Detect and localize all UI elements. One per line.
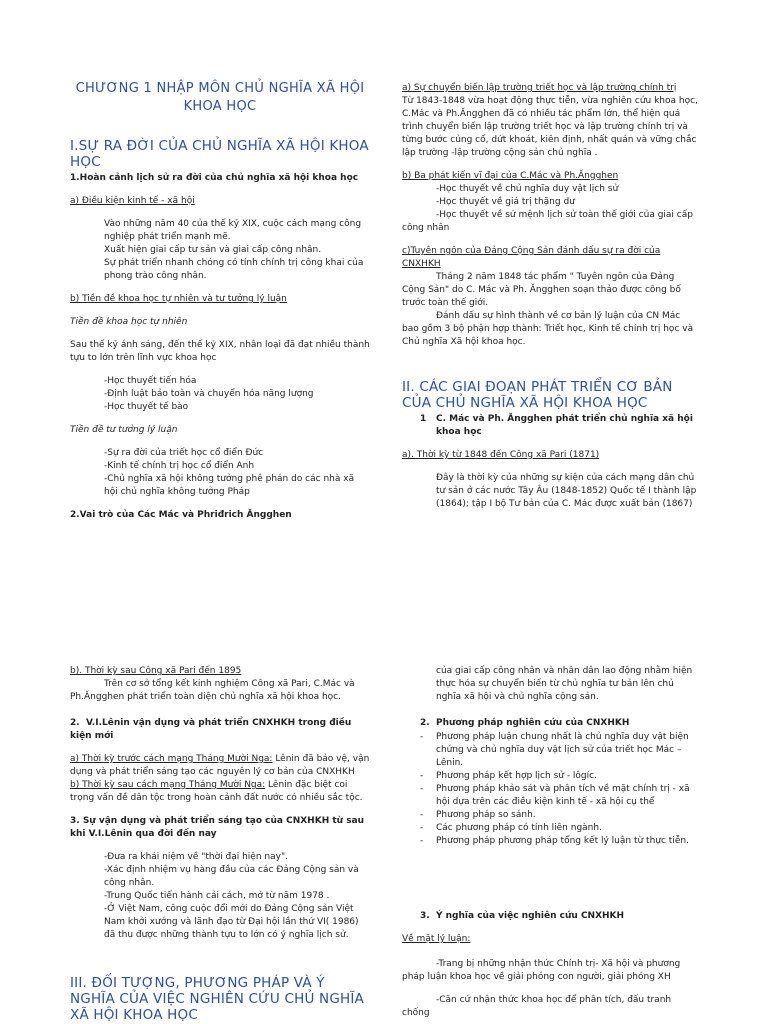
- subsection-b-title: b). Thời kỳ sau Công xã Pari đến 1895: [70, 666, 242, 676]
- paragraph: Từ 1843-1848 vừa hoạt động thực tiễn, vừa nghiên cứu khoa học, C.Mác và Ph.Ăngghen đã có nhiều tác phẩm lớn, thể hiện quá trình chuyển biến lập trường triết học và lập trường chính trị và từng bước củng cố, dứt khoát, kiên định, nhất quán và vững chắc lập trường -lập trường cộng sản chủ nghĩa .: [402, 96, 698, 158]
- text: Lênin đặc biệt coi trọng vấn đề dân tộc trong hoàn cảnh đất nước có nhiều sắc tộc.: [70, 780, 363, 803]
- list-item: Các phương pháp có tính liên ngành.: [436, 823, 602, 833]
- list-item: Phương pháp khảo sát và phân tích về mặt chính trị - xã hội dựa trên các điều kiện kinh tế - xã hội cụ thể: [436, 784, 690, 807]
- list-item: -Đưa ra khái niệm về "thời đại hiện nay".: [104, 852, 288, 862]
- subsection-a-body: [70, 218, 370, 283]
- subheading: [402, 910, 698, 923]
- subheading-title: Ý nghĩa của việc nghiên cứu CNXHKH: [436, 911, 625, 921]
- list: [70, 851, 370, 942]
- left-column-top: [70, 138, 370, 522]
- subsection-a-title: a). Thời kỳ từ 1848 đến Công xã Pari (1871): [402, 450, 600, 460]
- paragraph: Trên cơ sở tổng kết kinh nghiệm Công xã Pari, C.Mác và Ph.Ăngghen phát triển toàn diện chủ nghĩa xã hội khoa học.: [70, 679, 355, 702]
- subheading-title: C. Mác và Ph. Ăngghen phát triển chủ nghĩa xã hội khoa học: [436, 414, 693, 437]
- label: b) Thời kỳ sau cách mạng Tháng Mười Nga:: [70, 780, 266, 790]
- list-item: -Sự ra đời của triết học cổ điển Đức: [104, 448, 264, 458]
- paragraph: của giai cấp công nhân và nhân dân lao động nhằm hiện thực hóa sự chuyển biến từ chủ nghĩa tư bản lên chủ nghĩa xã hội và chủ nghĩa cộng sản.: [436, 666, 693, 702]
- subheading-number: 1: [420, 414, 427, 424]
- paragraph: [70, 779, 370, 805]
- label: a) Thời kỳ trước cách mạng Tháng Mười Nga:: [70, 754, 273, 764]
- list-item: Phương pháp kết hợp lịch sử - lôgíc.: [436, 771, 597, 781]
- subheading-2: 2.Vai trò của Các Mác và Phriđrich Ăngghen: [70, 510, 292, 520]
- subheading-1: 1.Hoàn cảnh lịch sử ra đời của chủ nghĩa xã hội khoa học: [70, 173, 359, 183]
- list-item: -Học thuyết về sứ mệnh lịch sử toàn thế giới của giai cấp công nhân: [402, 210, 693, 233]
- right-column-bottom: [402, 665, 698, 1020]
- list-item: -Chủ nghĩa xã hội không tưởng phê phán do các nhà xã hội chủ nghĩa không tưởng Pháp: [104, 474, 355, 497]
- subsection-a-title: a) Điều kiện kinh tế - xã hội: [70, 196, 195, 206]
- subheading-number: 2.: [70, 718, 80, 728]
- chapter-title: CHƯƠNG 1 NHẬP MÔN CHỦ NGHĨA XÃ HỘI KHOA HỌC: [75, 81, 365, 114]
- list-item: -Học thuyết về giá trị thặng dư: [436, 197, 575, 207]
- subheading-title: V.I.Lênin vận dụng và phát triển CNXHKH trong điều kiện mới: [70, 718, 352, 741]
- subheading-title: Phương pháp nghiên cứu của CNXHKH: [436, 718, 630, 728]
- section-heading-3: III. ĐỐI TƯỢNG, PHƯƠNG PHÁP VÀ Ý NGHĨA CỦA VIỆC NGHIÊN CỨU CHỦ NGHĨA XÃ HỘI KHOA HỌC: [70, 975, 364, 1023]
- right-column-top: [402, 82, 698, 511]
- subsection-b-title: b) Ba phát kiến vĩ đại của C.Mác và Ph.Ăngghen: [402, 171, 619, 181]
- subsection-b-title: b) Tiền đề khoa học tự nhiên và tư tưởng lý luận: [70, 294, 287, 304]
- subheading-number: 2.: [420, 718, 430, 728]
- paragraph: -Trang bị những nhận thức Chính trị- Xã hội và phương pháp luận khoa học về giải phóng con người, giải phóng XH: [402, 959, 681, 982]
- paragraph: Tháng 2 năm 1848 tác phẩm " Tuyên ngôn của Đảng Cộng Sản" do C. Mác và Ph. Ăngghen soạn thảo được công bố trước toàn thế giới.: [402, 272, 681, 308]
- subsection-c-title: c)Tuyên ngôn của Đảng Cộng Sản đánh dấu sự ra đời của CNXHKH: [402, 246, 661, 269]
- subheading-number: 3.: [420, 911, 430, 921]
- paragraph: Sau thế kỷ ánh sáng, đến thế kỷ XIX, nhân loại đã đạt nhiều thành tựu to lớn trên lĩnh vực khoa học: [70, 340, 370, 363]
- list-item: -Học thuyết tế bào: [104, 402, 189, 412]
- list-item: Phương pháp so sánh.: [436, 810, 536, 820]
- list: - Phương pháp luận chung nhất là chủ nghĩa duy vật biện chứng và chủ nghĩa duy vật lịch sử của triết học Mác – Lênin. - Phương pháp kết hợp lịch sử - lôgíc. - Phương pháp khảo sát và phân tích về mặt chính trị - xã hội dựa trên các điều kiện kinh tế - xã hội cụ thể - Phương pháp so sánh. - Các phương pháp có tính liên ngành. - Phương pháp phương pháp tổng kết lý luận từ thực tiễn.: [420, 732, 690, 846]
- list-item: -Định luật bảo toàn và chuyển hóa năng lượng: [104, 389, 314, 399]
- paragraph: Sự phát triển nhanh chóng có tính chính trị công khai của phong trào công nhân.: [104, 258, 364, 281]
- paragraph: Đây là thời kỳ của những sự kiện của cách mạng dân chủ tư sản ở các nước Tây Âu (1848-1852) Quốc tế I thành lập (1864); tập I bộ Tư bản của C. Mác được xuất bản (1867): [436, 473, 697, 509]
- list-item: -Trung Quốc tiến hành cải cách, mở từ năm 1978 .: [104, 891, 330, 901]
- subsection-a-title: a) Sự chuyển biến lập trường triết học và lập trường chính trị: [402, 83, 677, 93]
- list-item: -Kinh tế chính trị học cổ điển Anh: [104, 461, 255, 471]
- paragraph: Xuất hiện giai cấp tư sản và giai cấp công nhân.: [104, 245, 322, 255]
- list-item: Phương pháp phương pháp tổng kết lý luận từ thực tiễn.: [436, 836, 689, 846]
- subsection-b2-title: Tiền đề tư tưởng lý luận: [70, 425, 178, 435]
- subsection-b1-title: Tiền đề khoa học tự nhiên: [70, 317, 188, 327]
- paragraph: Đánh dấu sự hình thành về cơ bản lý luận của CN Mác bao gồm 3 bộ phận hợp thành: Triết học, Kinh tế chính trị học và Chủ nghĩa Xã hội khoa học.: [402, 311, 694, 347]
- list: [402, 183, 698, 235]
- section-heading-2: II. CÁC GIAI ĐOẠN PHÁT TRIỂN CƠ BẢN CỦA CHỦ NGHĨA XÃ HỘI KHOA HỌC: [402, 379, 673, 411]
- list-item: -Xác định nhiệm vụ hàng đầu của các Đảng Cộng sản và công nhân.: [104, 865, 359, 888]
- paragraph: -Căn cứ nhận thức khoa học để phân tích, đấu tranh chống: [402, 995, 672, 1018]
- list-item: -Ở Việt Nam, công cuộc đổi mới do Đảng Cộng sản Việt Nam khởi xướng và lãnh đạo từ Đại hội lần thứ VI( 1986) đã thu được những thành tựu to lớn có ý nghĩa lịch sử.: [104, 904, 359, 940]
- list-item: -Học thuyết tiến hóa: [104, 376, 197, 386]
- left-column-bottom: [70, 665, 370, 942]
- subheading: [402, 413, 698, 439]
- text: Lênin đã bảo vệ, vận dụng và phát triển sáng tạo các nguyên lý cơ bản của CNXHKH: [70, 754, 370, 777]
- paragraph: [70, 753, 370, 779]
- subheading: [70, 717, 370, 743]
- list-item: Phương pháp luận chung nhất là chủ nghĩa duy vật biện chứng và chủ nghĩa duy vật lịch sử của triết học Mác – Lênin.: [436, 732, 689, 768]
- list-item: -Học thuyết về chủ nghĩa duy vật lịch sử: [436, 184, 619, 194]
- list: [70, 375, 370, 414]
- section-heading-1: I.SỰ RA ĐỜI CỦA CHỦ NGHĨA XÃ HỘI KHOA HỌC: [70, 138, 369, 170]
- list: [70, 447, 370, 499]
- subheading-3: 3. Sự vận dụng và phát triển sáng tạo của CNXHKH từ sau khi V.I.Lênin qua đời đến nay: [70, 816, 365, 839]
- subheading: [402, 717, 698, 730]
- paragraph: Vào những năm 40 của thế kỷ XIX, cuộc cách mạng công nghiệp phát triển mạnh mẽ.: [104, 219, 362, 242]
- label: Về mặt lý luận:: [402, 934, 471, 944]
